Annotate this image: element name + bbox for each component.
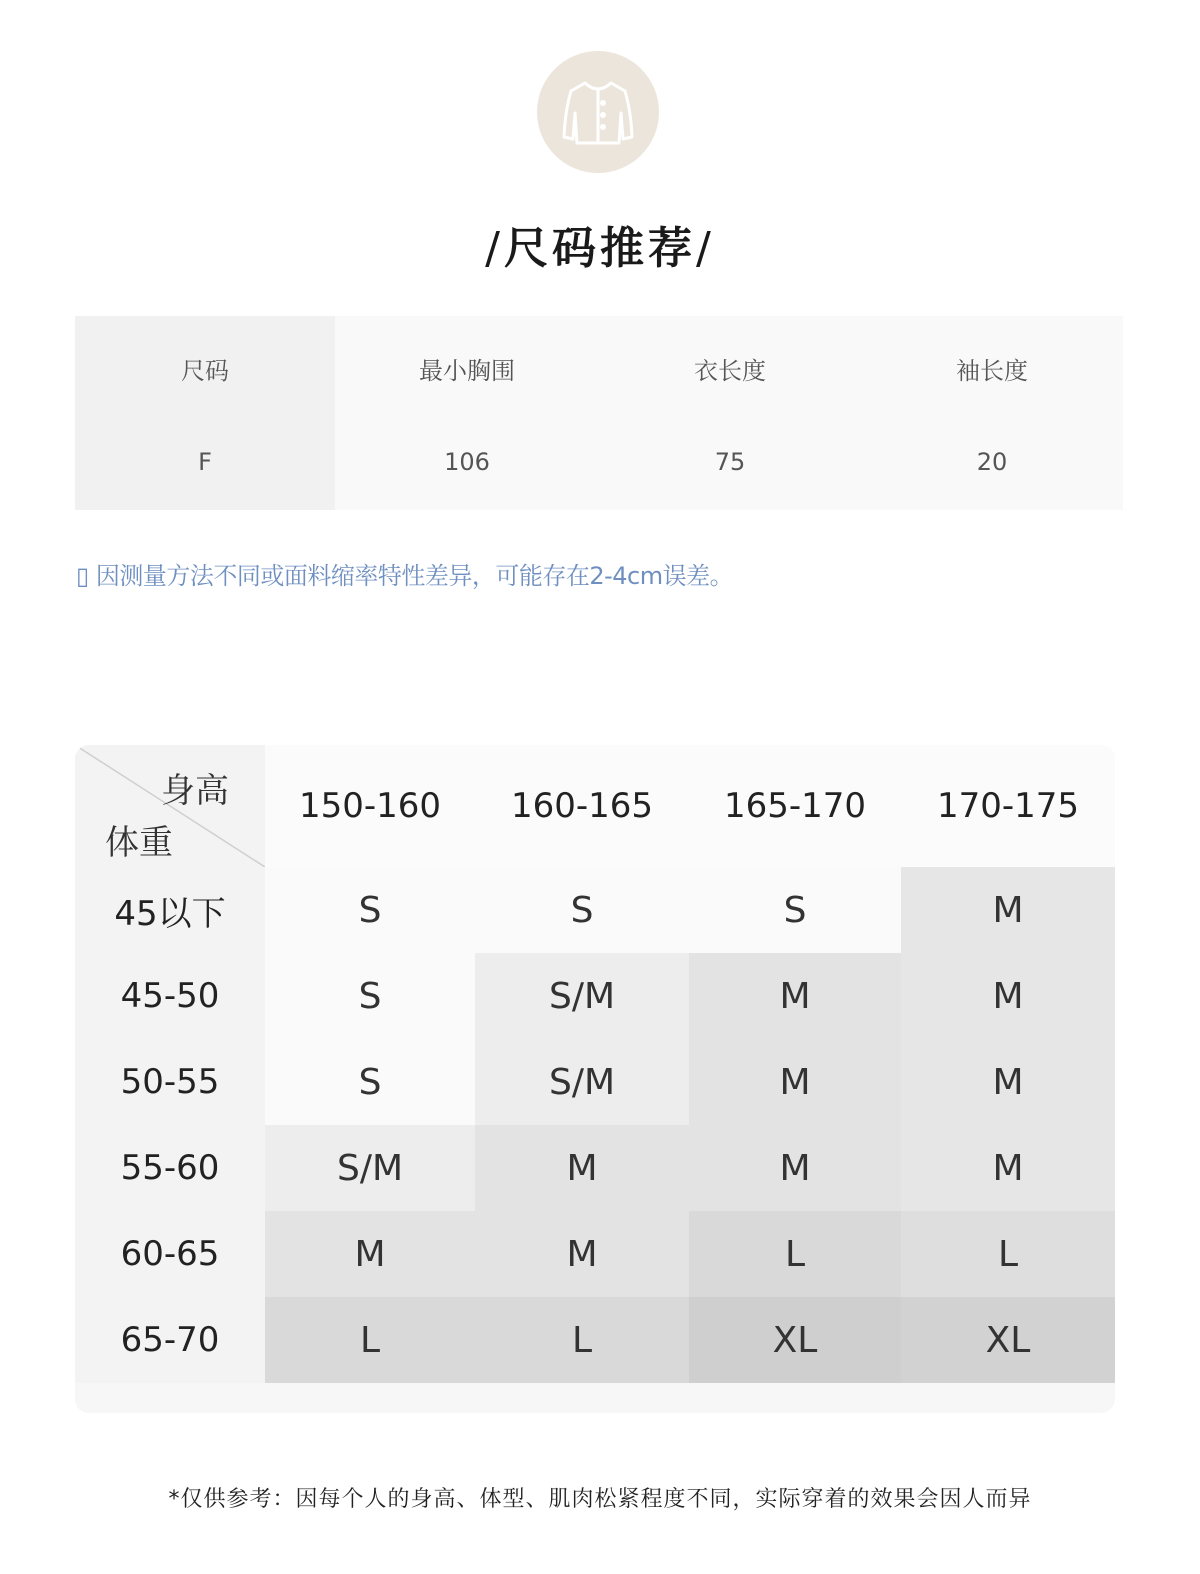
size-cell: M (901, 1039, 1115, 1125)
weight-row-label: 50-55 (75, 1039, 265, 1125)
measurement-cell: 20 (861, 413, 1123, 510)
measurement-header-cell: 尺码 (75, 316, 335, 417)
size-cell: S/M (475, 1039, 689, 1125)
height-axis-label: 身高 (161, 771, 229, 811)
weight-row-label: 65-70 (75, 1297, 265, 1383)
size-cell: S (265, 867, 475, 953)
size-cell: L (265, 1297, 475, 1383)
size-cell: M (689, 1039, 901, 1125)
measurement-table (75, 316, 1123, 510)
measurement-note (76, 556, 733, 591)
size-cell: XL (689, 1297, 901, 1383)
size-cell: M (689, 1125, 901, 1211)
note-bullet-icon: ▯ (76, 562, 89, 590)
size-cell: M (475, 1211, 689, 1297)
size-cell: S (265, 1039, 475, 1125)
measurement-row (75, 413, 1123, 510)
note-text: 因测量方法不同或面料缩率特性差异，可能存在2-4cm误差。 (95, 562, 734, 590)
size-cell: L (901, 1211, 1115, 1297)
size-cell: S (689, 867, 901, 953)
measurement-cell: 106 (335, 413, 599, 510)
measurement-header-cell: 最小胸围 (335, 316, 599, 417)
measurement-cell: F (75, 413, 335, 510)
footer-disclaimer: *仅供参考：因每个人的身高、体型、肌肉松紧程度不同，实际穿着的效果会因人而异 (168, 1487, 1032, 1512)
size-cell: M (689, 953, 901, 1039)
size-cell: S (265, 953, 475, 1039)
measurement-header-row (75, 316, 1123, 413)
size-cell: M (475, 1125, 689, 1211)
size-cell: M (901, 1125, 1115, 1211)
grid-corner-header (75, 745, 265, 867)
weight-axis-label: 体重 (105, 823, 173, 863)
measurement-header-cell: 衣长度 (599, 316, 861, 417)
weight-row-label: 45以下 (75, 867, 265, 953)
size-cell: M (265, 1211, 475, 1297)
size-recommendation-grid (75, 745, 1115, 1413)
weight-row-label: 55-60 (75, 1125, 265, 1211)
size-cell: M (901, 953, 1115, 1039)
height-column-header: 165-170 (689, 745, 901, 867)
size-cell: XL (901, 1297, 1115, 1383)
size-cell: S/M (475, 953, 689, 1039)
height-column-header: 150-160 (265, 745, 475, 867)
page-title-text: 尺码推荐 (504, 223, 696, 274)
measurement-cell: 75 (599, 413, 861, 510)
size-cell: S/M (265, 1125, 475, 1211)
page-title: /尺码推荐/ (485, 223, 715, 274)
measurement-header-cell: 袖长度 (861, 316, 1123, 417)
size-cell: L (475, 1297, 689, 1383)
weight-row-label: 45-50 (75, 953, 265, 1039)
height-column-header: 170-175 (901, 745, 1115, 867)
size-cell: M (901, 867, 1115, 953)
size-cell: S (475, 867, 689, 953)
height-column-header: 160-165 (475, 745, 689, 867)
jacket-icon (537, 51, 659, 173)
weight-row-label: 60-65 (75, 1211, 265, 1297)
size-cell: L (689, 1211, 901, 1297)
